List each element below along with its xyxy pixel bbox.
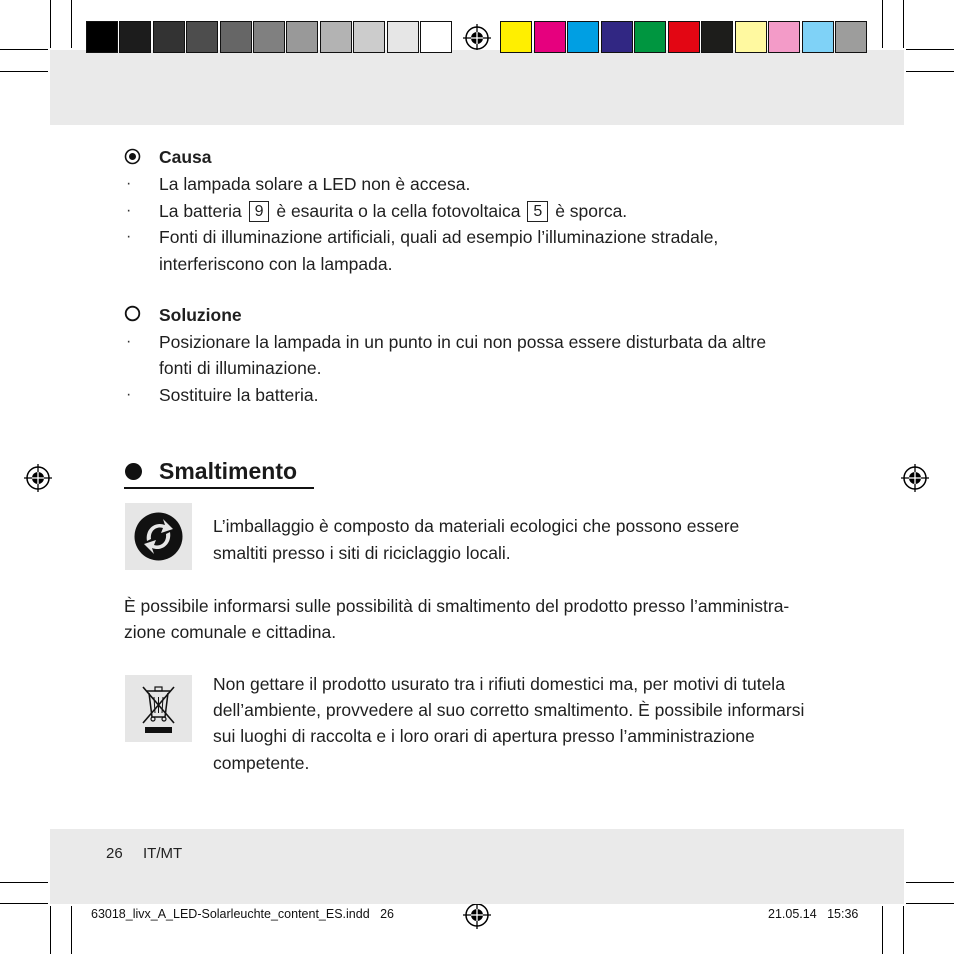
causa-item-continued: interferiscono con la lampada.: [159, 254, 393, 274]
gray-swatch: [153, 21, 185, 53]
crop-mark: [71, 906, 72, 954]
causa-text: è sporca.: [555, 201, 628, 221]
green-dot-recycling-icon: [125, 503, 192, 570]
causa-heading: Causa: [159, 147, 212, 167]
part-number-box: 5: [527, 201, 548, 222]
color-swatch: [735, 21, 767, 53]
bullet-dot: ·: [126, 175, 132, 192]
causa-text: è esaurita o la cella fotovoltaica: [276, 201, 521, 221]
crop-mark: [0, 903, 48, 904]
color-swatch: [802, 21, 834, 53]
color-swatch: [701, 21, 733, 53]
crop-mark: [0, 49, 48, 50]
crossed-out-wheelie-bin-icon: [125, 675, 192, 742]
color-swatch: [534, 21, 566, 53]
color-swatch: [601, 21, 633, 53]
soluzione-heading: Soluzione: [159, 305, 242, 325]
crop-mark: [71, 0, 72, 48]
gray-swatch: [86, 21, 118, 53]
bullet-dot: ·: [126, 386, 132, 403]
crop-mark: [906, 882, 954, 883]
registration-mark-icon: [462, 23, 492, 53]
ring-bullet-icon: [124, 305, 141, 322]
weee-text: competente.: [213, 753, 310, 773]
bullet-dot: ·: [126, 228, 132, 245]
soluzione-item: Posizionare la lampada in un punto in cui non possa essere disturbata da altre: [159, 332, 767, 352]
gray-swatch: [119, 21, 151, 53]
causa-item: La lampada solare a LED non è accesa.: [159, 174, 471, 194]
gray-swatch: [353, 21, 385, 53]
language-code: IT/MT: [143, 845, 183, 862]
gray-swatch: [220, 21, 252, 53]
footer-band: [50, 829, 904, 904]
gray-swatch: [286, 21, 318, 53]
crop-mark: [0, 882, 48, 883]
crop-mark: [0, 71, 48, 72]
section-underline: [124, 487, 314, 489]
registration-mark-icon: [462, 900, 492, 930]
crop-mark: [882, 906, 883, 954]
gray-swatch: [320, 21, 352, 53]
causa-item: [159, 198, 627, 225]
soluzione-item-continued: fonti di illuminazione.: [159, 358, 322, 378]
soluzione-item: Sostituire la batteria.: [159, 385, 319, 405]
slug-filename: 63018_livx_A_LED-Solarleuchte_content_ES.indd 26: [91, 907, 394, 921]
color-swatch: [634, 21, 666, 53]
registration-mark-icon: [23, 463, 53, 493]
part-number-box: 9: [249, 201, 270, 222]
weee-text: dell’ambiente, provvedere al suo corretto smaltimento. È possibile informarsi: [213, 700, 805, 720]
crop-mark: [906, 49, 954, 50]
packaging-text: smaltiti presso i siti di riciclaggio locali.: [213, 543, 511, 563]
weee-text: Non gettare il prodotto usurato tra i rifiuti domestici ma, per motivi di tutela: [213, 674, 785, 694]
crop-mark: [903, 0, 904, 48]
disposal-info-text: È possibile informarsi sulle possibilità di smaltimento del prodotto presso l’amministra-: [124, 596, 790, 616]
bullet-dot: ·: [126, 202, 132, 219]
color-swatch: [835, 21, 867, 53]
causa-item: Fonti di illuminazione artificiali, quali ad esempio l’illuminazione stradale,: [159, 227, 719, 247]
registration-mark-icon: [900, 463, 930, 493]
filled-bullet-icon: [124, 462, 143, 481]
bullet-dot: ·: [126, 333, 132, 350]
color-swatch: [567, 21, 599, 53]
smaltimento-heading: Smaltimento: [159, 458, 298, 484]
target-bullet-icon: [124, 148, 141, 165]
gray-swatch: [387, 21, 419, 53]
gray-swatch: [253, 21, 285, 53]
weee-text: sui luoghi di raccolta e i loro orari di apertura presso l’amministrazione: [213, 726, 755, 746]
color-swatch: [768, 21, 800, 53]
color-swatch: [500, 21, 532, 53]
packaging-text: L’imballaggio è composto da materiali ecologici che possono essere: [213, 516, 740, 536]
slug-date: 21.05.14 15:36: [768, 907, 859, 921]
gray-swatch: [186, 21, 218, 53]
causa-text: La batteria: [159, 201, 242, 221]
disposal-info-text: zione comunale e cittadina.: [124, 622, 337, 642]
header-band: [50, 50, 904, 125]
crop-mark: [903, 906, 904, 954]
gray-swatch: [420, 21, 452, 53]
crop-mark: [50, 906, 51, 954]
crop-mark: [906, 71, 954, 72]
color-swatch: [668, 21, 700, 53]
crop-mark: [906, 903, 954, 904]
page-number: 26: [106, 845, 123, 862]
crop-mark: [882, 0, 883, 48]
crop-mark: [50, 0, 51, 48]
